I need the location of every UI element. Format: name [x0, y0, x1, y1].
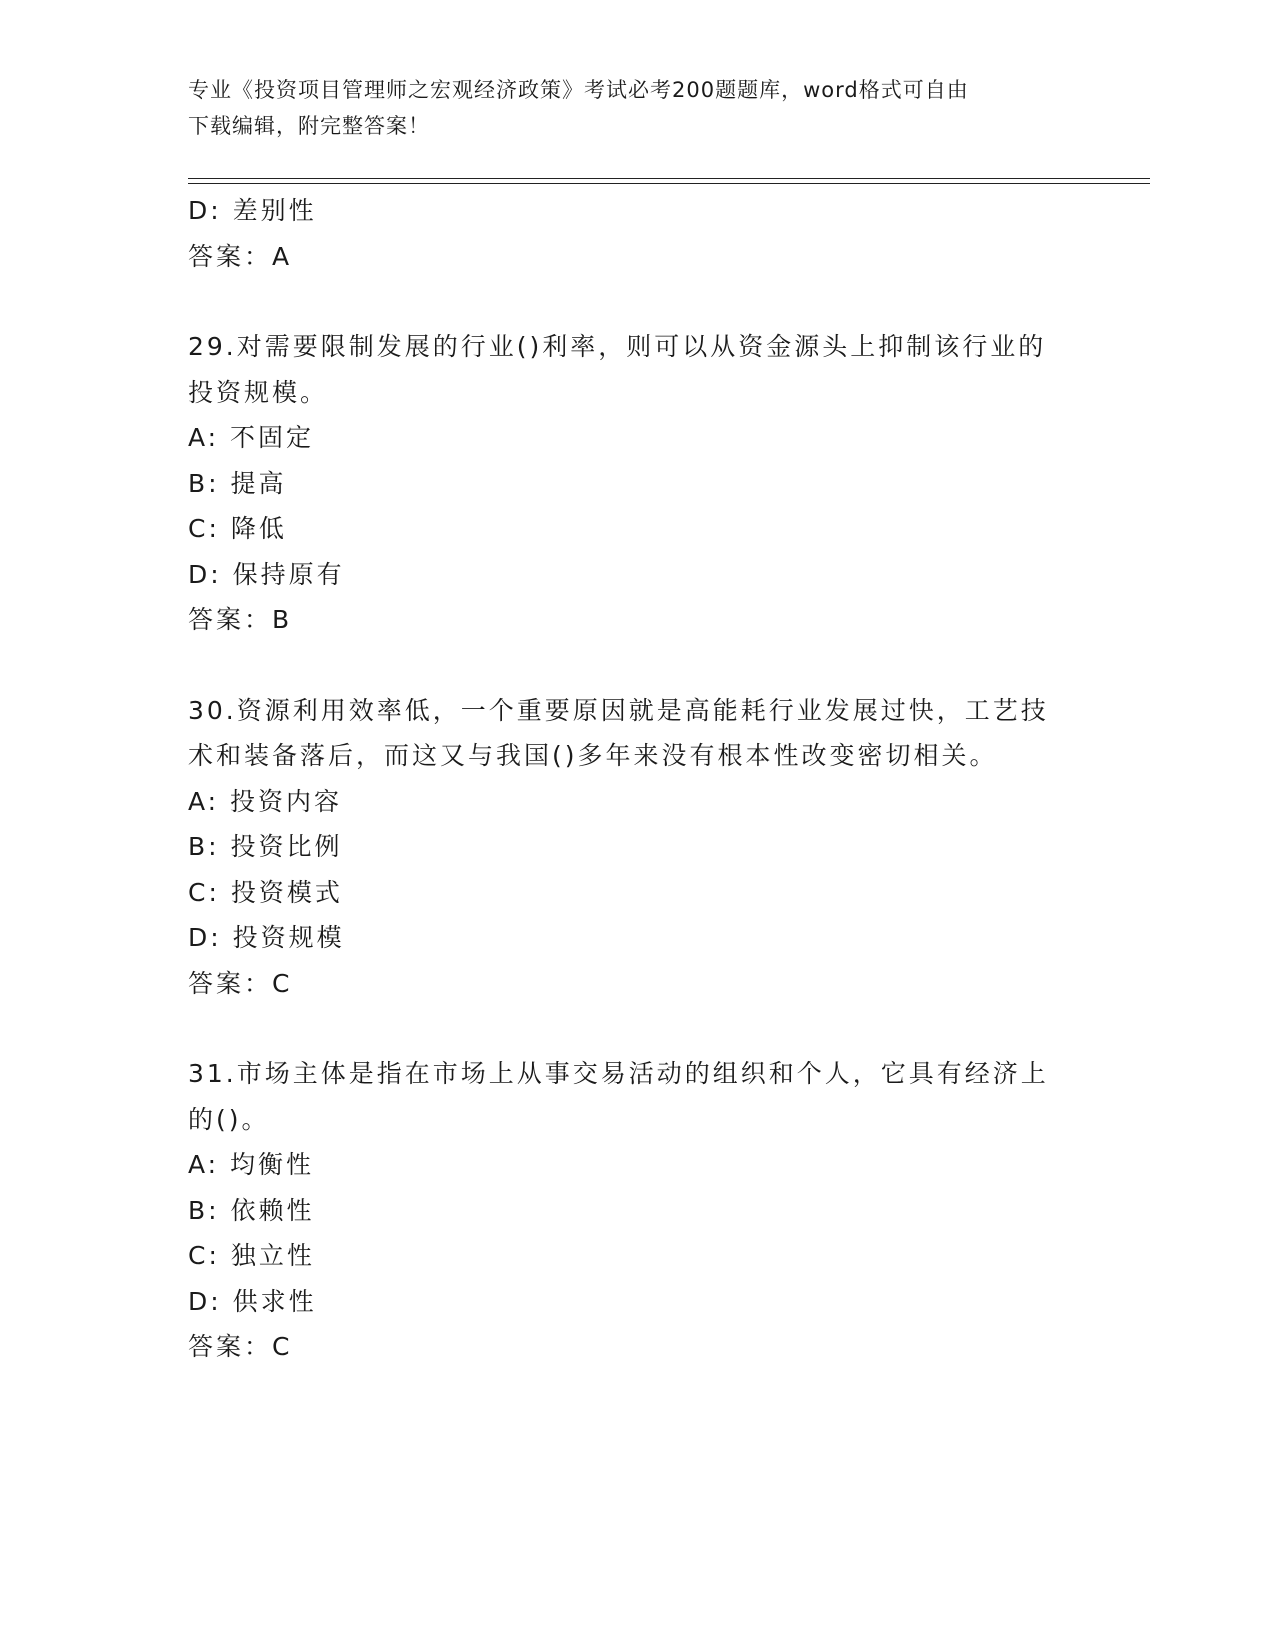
option-d: D: 差别性 — [188, 196, 317, 225]
question-text-line-1: 29.对需要限制发展的行业()利率，则可以从资金源头上抑制该行业的 — [188, 332, 1047, 361]
option-d: D: 供求性 — [188, 1286, 317, 1316]
question-block-29 — [188, 324, 1078, 643]
question-text — [188, 1051, 1078, 1142]
header-line-2: 下载编辑，附完整答案！ — [188, 114, 430, 138]
question-text-line-1: 30.资源利用效率低，一个重要原因就是高能耗行业发展过快，工艺技 — [188, 695, 1049, 725]
option-c: C: 独立性 — [188, 1241, 315, 1270]
answer-line: 答案：C — [188, 1332, 293, 1361]
question-text — [188, 688, 1078, 779]
question-text-line-1: 31.市场主体是指在市场上从事交易活动的组织和个人，它具有经济上 — [188, 1059, 1049, 1088]
option-d: D: 投资规模 — [188, 923, 345, 952]
option-b: B: 依赖性 — [188, 1195, 315, 1225]
option-a: A: 均衡性 — [188, 1150, 315, 1179]
question-block-30 — [188, 688, 1078, 1007]
option-c: C: 降低 — [188, 514, 287, 543]
question-content — [188, 188, 1078, 1415]
option-d: D: 保持原有 — [188, 559, 345, 589]
answer-line: 答案：A — [188, 241, 293, 271]
header-divider — [188, 178, 1150, 184]
answer-line: 答案：C — [188, 968, 293, 998]
header-line-1: 专业《投资项目管理师之宏观经济政策》考试必考200题题库，word格式可自由 — [188, 78, 969, 102]
question-block-31 — [188, 1051, 1078, 1370]
question-text-line-2: 投资规模。 — [188, 377, 329, 407]
option-a: A: 不固定 — [188, 423, 315, 452]
question-text-line-2: 术和装备落后，而这又与我国()多年来没有根本性改变密切相关。 — [188, 741, 998, 770]
document-header — [188, 72, 1088, 144]
question-text — [188, 324, 1078, 415]
option-c: C: 投资模式 — [188, 877, 343, 907]
option-b: B: 投资比例 — [188, 832, 343, 861]
question-text-line-2: 的()。 — [188, 1104, 270, 1134]
option-a: A: 投资内容 — [188, 786, 343, 816]
option-b: B: 提高 — [188, 468, 287, 498]
answer-line: 答案：B — [188, 605, 293, 634]
